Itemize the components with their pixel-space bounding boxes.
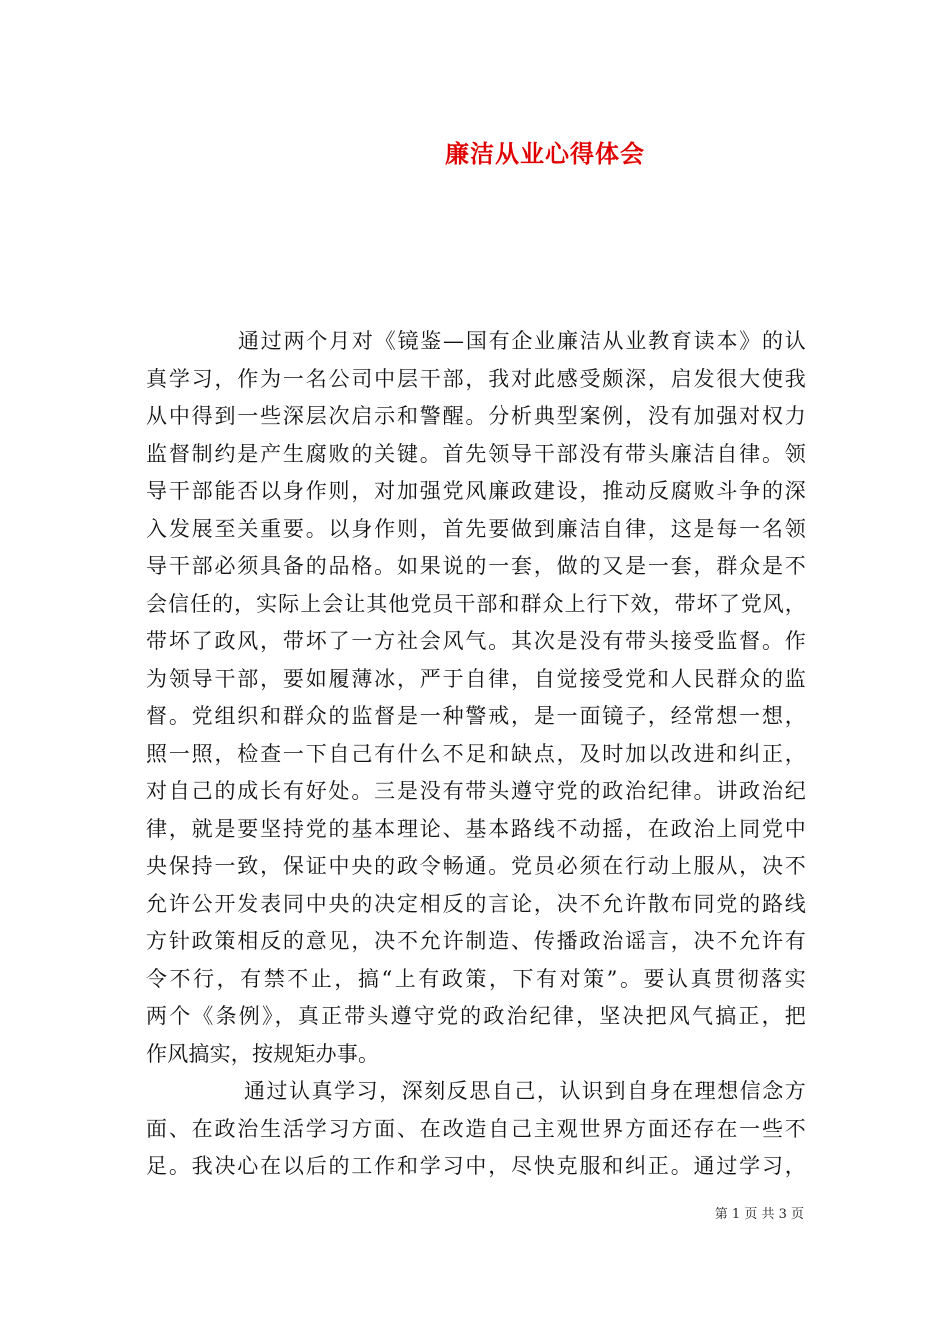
paragraph-line: 入发展至关重要。以身作则，首先要做到廉洁自律，这是每一名领 [146, 516, 806, 541]
paragraph-line: 方针政策相反的意见，决不允许制造、传播政治谣言，决不允许有 [146, 929, 806, 953]
paragraph-line: 通过认真学习，深刻反思自己，认识到自身在理想信念方 [244, 1079, 806, 1103]
paragraph-line: 足。我决心在以后的工作和学习中，尽快克服和纠正。通过学习， [146, 1154, 806, 1178]
paragraph-line: 两个《条例》，真正带头遵守党的政治纪律，坚决把风气搞正，把 [146, 1004, 806, 1028]
paragraph-1 [146, 323, 806, 1073]
paragraph-line: 督。党组织和群众的监督是一种警戒，是一面镜子，经常想一想， [146, 704, 806, 728]
paragraph-line: 面、在政治生活学习方面、在改造自己主观世界方面还存在一些不 [146, 1116, 806, 1141]
paragraph-line: 通过两个月对《镜鉴—国有企业廉洁从业教育读本》的认 [238, 329, 806, 353]
paragraph-2 [146, 1073, 806, 1186]
paragraph-line: 照一照，检查一下自己有什么不足和缺点，及时加以改进和纠正， [146, 741, 806, 766]
paragraph-line: 导干部能否以身作则，对加强党风廉政建设，推动反腐败斗争的深 [146, 479, 806, 503]
paragraph-line: 作风搞实，按规矩办事。 [146, 1041, 380, 1066]
paragraph-line: 律，就是要坚持党的基本理论、基本路线不动摇，在政治上同党中 [146, 816, 806, 841]
paragraph-line: 对自己的成长有好处。三是没有带头遵守党的政治纪律。讲政治纪 [146, 779, 806, 803]
paragraph-line: 从中得到一些深层次启示和警醒。分析典型案例，没有加强对权力 [146, 404, 806, 428]
paragraph-line: 允许公开发表同中央的决定相反的言论，决不允许散布同党的路线 [146, 891, 806, 916]
paragraph-line: 带坏了政风，带坏了一方社会风气。其次是没有带头接受监督。作 [146, 629, 806, 653]
paragraph-line: 央保持一致，保证中央的政令畅通。党员必须在行动上服从，决不 [146, 854, 806, 878]
page-number-footer: 第 1 页 共 3 页 [714, 1207, 804, 1222]
paragraph-line: 导干部必须具备的品格。如果说的一套，做的又是一套，群众是不 [146, 554, 806, 578]
paragraph-line: 令不行，有禁不止，搞“上有政策，下有对策”。要认真贯彻落实 [146, 966, 806, 991]
document-body [146, 323, 806, 1186]
paragraph-line: 会信任的，实际上会让其他党员干部和群众上行下效，带坏了党风， [146, 591, 806, 616]
paragraph-line: 真学习，作为一名公司中层干部，我对此感受颇深，启发很大使我 [146, 366, 806, 391]
page-title: 廉洁从业心得体会 [445, 139, 645, 168]
paragraph-line: 监督制约是产生腐败的关键。首先领导干部没有带头廉洁自律。领 [146, 441, 806, 466]
paragraph-line: 为领导干部，要如履薄冰，严于自律，自觉接受党和人民群众的监 [146, 666, 806, 691]
